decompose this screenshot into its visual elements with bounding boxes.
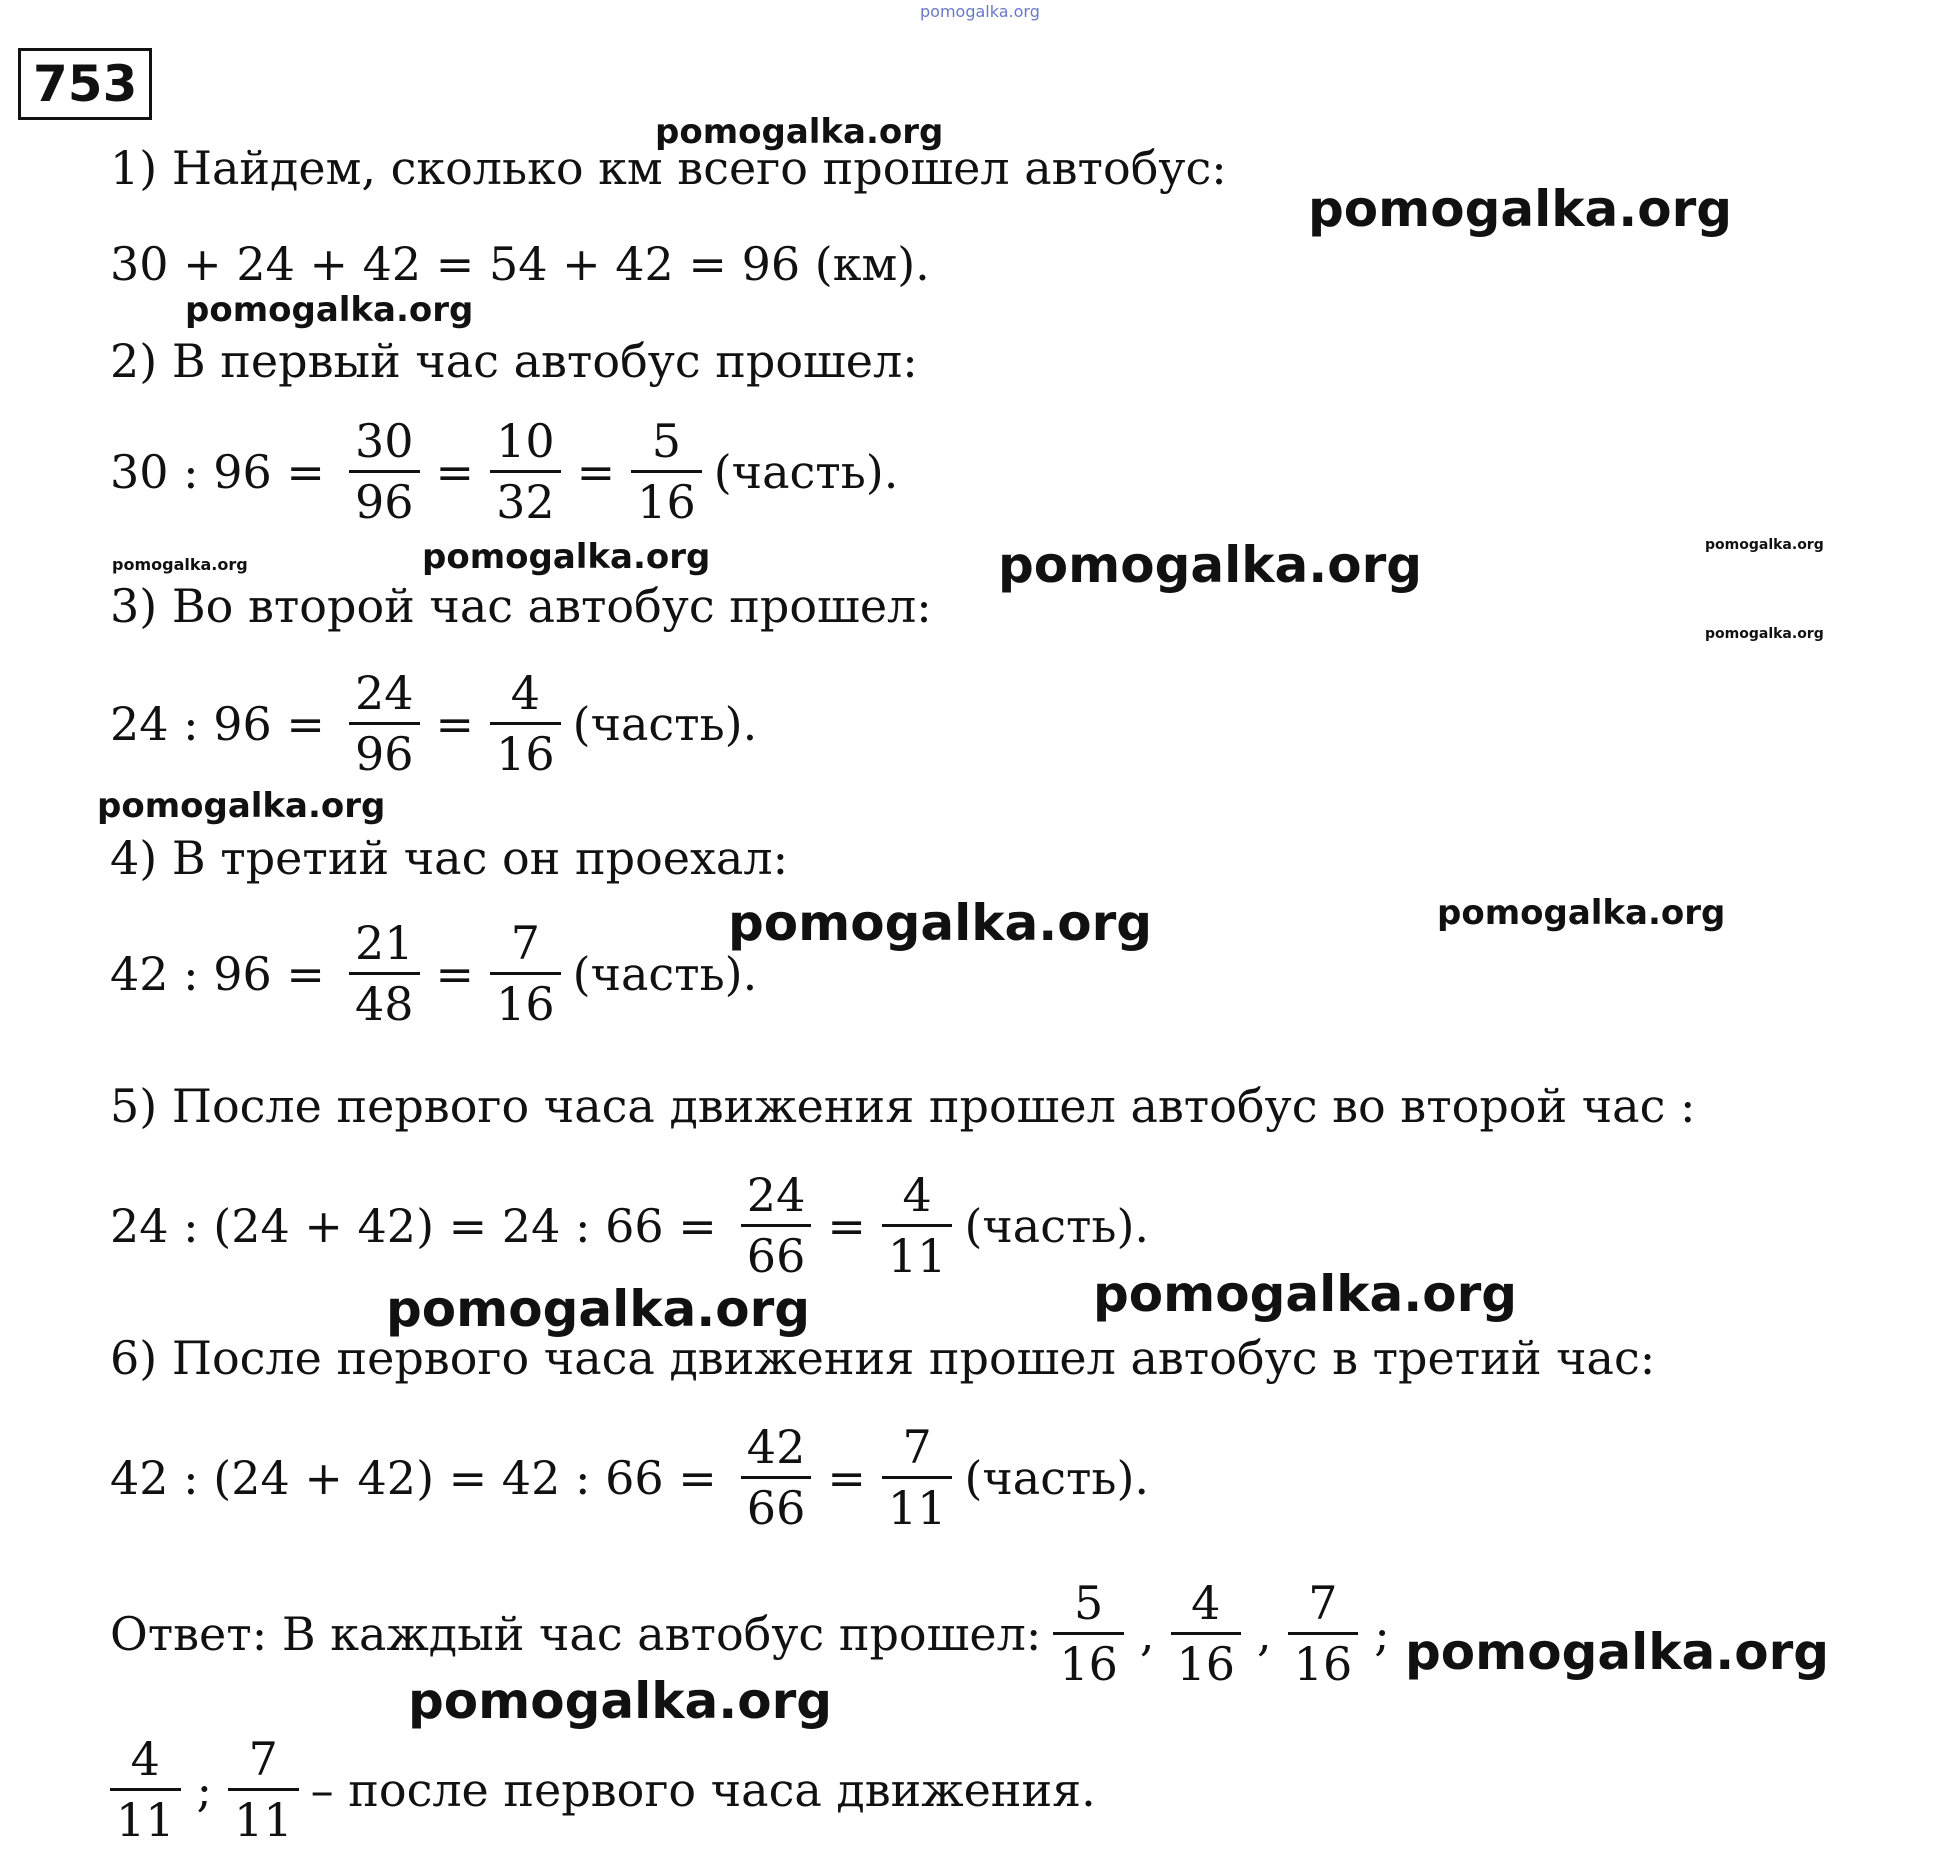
equation-rhs: (часть).	[572, 946, 758, 1001]
fraction: $\frac{5}{16}$	[1053, 1574, 1124, 1693]
step-5-text: 5) После первого часа движения прошел автобус во второй час :	[110, 1079, 1696, 1133]
equation-lhs: 30 : 96 =	[110, 444, 325, 499]
fraction: $\frac{7}{11}$	[228, 1730, 299, 1849]
fraction: $\frac{5}{16}$	[631, 412, 702, 531]
fraction: $\frac{4}{16}$	[1171, 1574, 1242, 1693]
step-3-equation: 24 : 96 = $\frac{24}{96}$ = $\frac{4}{16}$ (часть).	[110, 666, 758, 781]
fraction: $\frac{4}{16}$	[490, 664, 561, 783]
fraction: $\frac{42}{66}$	[741, 1418, 812, 1537]
watermark: pomogalka.org	[185, 290, 474, 330]
step-5-equation: 24 : (24 + 42) = 24 : 66 = $\frac{24}{66}$ = $\frac{4}{11}$ (часть).	[110, 1168, 1150, 1283]
step-2-equation: 30 : 96 = $\frac{30}{96}$ = $\frac{10}{32}$ = $\frac{5}{16}$ (часть).	[110, 414, 899, 529]
equation-lhs: 42 : 96 =	[110, 946, 325, 1001]
equation-lhs: 42 : (24 + 42) = 42 : 66 =	[110, 1450, 717, 1505]
fraction: $\frac{7}{11}$	[882, 1418, 953, 1537]
step-1-text: 1) Найдем, сколько км всего прошел автобус:	[110, 141, 1227, 195]
watermark: pomogalka.org	[386, 1280, 811, 1338]
watermark: pomogalka.org	[998, 536, 1423, 594]
answer-tail: – после первого часа движения.	[310, 1762, 1096, 1817]
watermark: pomogalka.org	[1705, 537, 1824, 553]
watermark: pomogalka.org	[1308, 180, 1733, 238]
watermark: pomogalka.org	[422, 537, 711, 577]
watermark: pomogalka.org	[1437, 893, 1726, 933]
watermark: pomogalka.org	[1705, 626, 1824, 642]
problem-number: 753	[18, 48, 152, 120]
step-2-text: 2) В первый час автобус прошел:	[110, 334, 918, 388]
step-3-text: 3) Во второй час автобус прошел:	[110, 579, 932, 633]
step-4-text: 4) В третий час он проехал:	[110, 831, 789, 885]
fraction: $\frac{7}{16}$	[1288, 1574, 1359, 1693]
fraction: $\frac{4}{11}$	[110, 1730, 181, 1849]
watermark: pomogalka.org	[920, 2, 1040, 21]
answer-label: Ответ: В каждый час автобус прошел:	[110, 1606, 1042, 1661]
watermark: pomogalka.org	[1405, 1623, 1830, 1681]
fraction: $\frac{7}{16}$	[490, 914, 561, 1033]
answer-line: Ответ: В каждый час автобус прошел: $\frac{5}{16}$ , $\frac{4}{16}$ , $\frac{7}{16}$ ;	[110, 1576, 1390, 1691]
answer-line-2: $\frac{4}{11}$ ; $\frac{7}{11}$ – после первого часа движения.	[110, 1730, 1108, 1849]
watermark: pomogalka.org	[655, 112, 944, 152]
fraction: $\frac{21}{48}$	[349, 914, 420, 1033]
equation-lhs: 24 : (24 + 42) = 24 : 66 =	[110, 1198, 717, 1253]
fraction: $\frac{4}{11}$	[882, 1166, 953, 1285]
equation-rhs: (часть).	[713, 444, 899, 499]
watermark: pomogalka.org	[112, 555, 248, 574]
fraction: $\frac{30}{96}$	[349, 412, 420, 531]
equation-rhs: (часть).	[964, 1198, 1150, 1253]
watermark: pomogalka.org	[97, 786, 386, 826]
step-6-text: 6) После первого часа движения прошел автобус в третий час:	[110, 1331, 1656, 1385]
watermark: pomogalka.org	[728, 894, 1153, 952]
watermark: pomogalka.org	[408, 1672, 833, 1730]
equation-rhs: (часть).	[964, 1450, 1150, 1505]
step-4-equation: 42 : 96 = $\frac{21}{48}$ = $\frac{7}{16}$ (часть).	[110, 916, 758, 1031]
equation-rhs: (часть).	[572, 696, 758, 751]
fraction: $\frac{24}{96}$	[349, 664, 420, 783]
fraction: $\frac{10}{32}$	[490, 412, 561, 531]
equation-lhs: 24 : 96 =	[110, 696, 325, 751]
step-1-expression: 30 + 24 + 42 = 54 + 42 = 96 (км).	[110, 237, 930, 291]
watermark: pomogalka.org	[1093, 1265, 1518, 1323]
fraction: $\frac{24}{66}$	[741, 1166, 812, 1285]
step-6-equation: 42 : (24 + 42) = 42 : 66 = $\frac{42}{66}$ = $\frac{7}{11}$ (часть).	[110, 1420, 1150, 1535]
